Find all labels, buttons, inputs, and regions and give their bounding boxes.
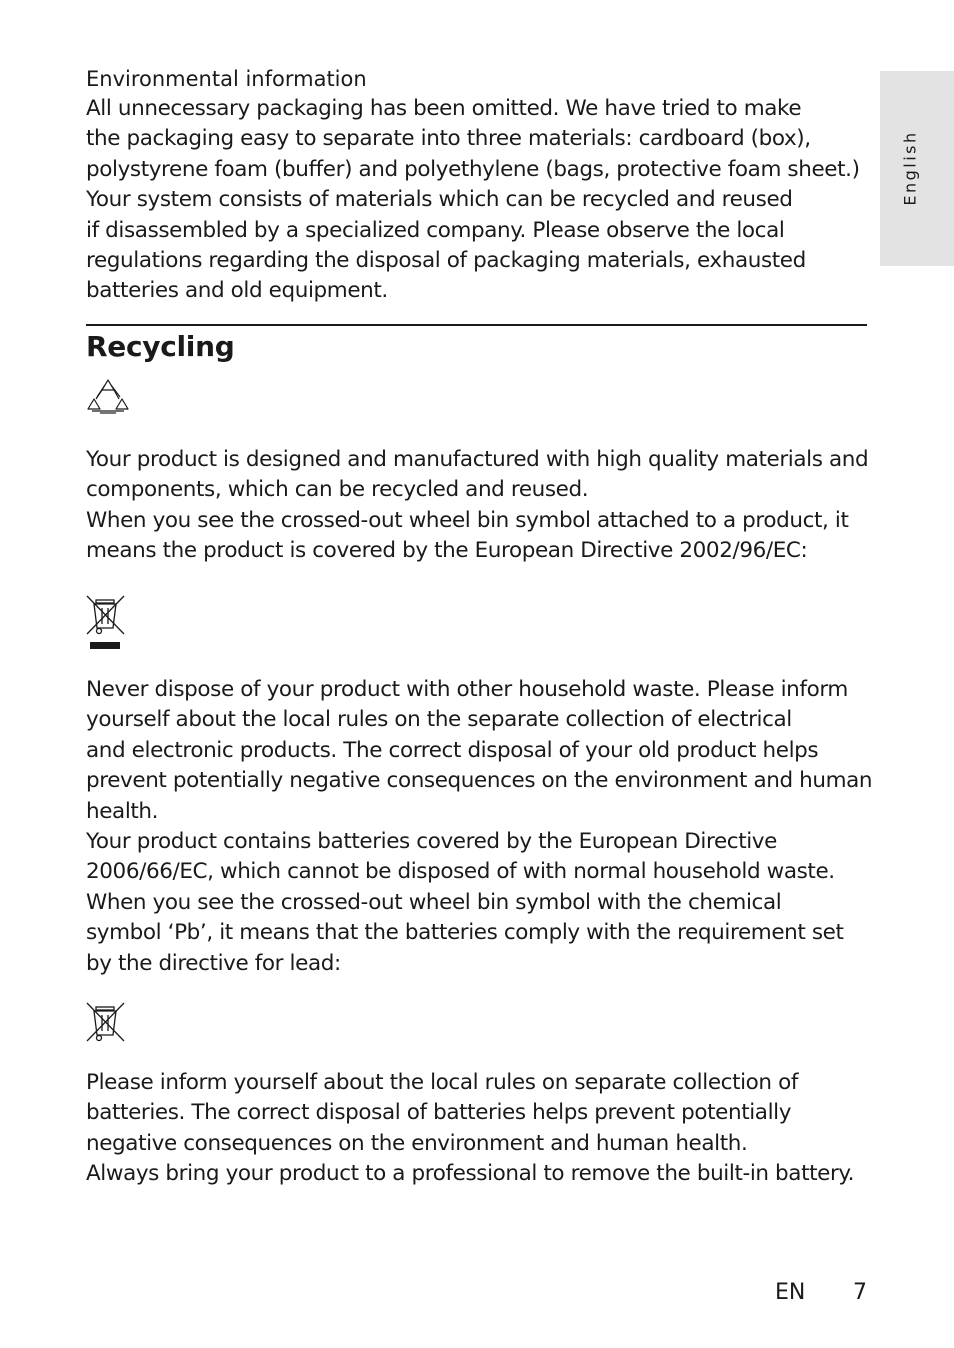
environment-body: All unnecessary packaging has been omitted. We have tried to make the packaging easy to separate into three materials: cardboard (box), polystyrene foam (buffer) and polyethylene (bags, protective foam sheet.) Your system consists of materials which can be recycled and reused if disassembled by a specialized company. Please observe the local regulations regarding the disposal of packaging materials, exhausted batteries and old equipment. (86, 96, 860, 304)
recycling-paragraph-1-text: Your product is designed and manufactured with high quality materials and components, which can be recycled and reused. When you see the crossed-out wheel bin symbol attached to a product, it means the product is covered by the European Directive 2002/96/EC: (86, 447, 869, 564)
section-divider (86, 324, 867, 326)
language-tab-label: English (900, 130, 920, 206)
recycling-paragraph-2-text: Never dispose of your product with other household waste. Please inform yourself about the local rules on the separate collection of electrical and electronic products. The correct disposal of your old product helps prevent potentially negative consequences on the environment and human health. Your product contains batteries covered by the European Directive 2006/66/EC, which cannot be disposed of with normal household waste. When you see the crossed-out wheel bin symbol with the chemical symbol ‘Pb’, it means that the batteries comply with the requirement set by the directive for lead: (86, 677, 873, 976)
recycling-title: Recycling (86, 330, 235, 363)
recycling-paragraph-3 (86, 1068, 876, 1190)
page-number: 7 (853, 1280, 867, 1305)
recycle-icon (86, 377, 130, 421)
recycling-paragraph-3-text: Please inform yourself about the local rules on separate collection of batteries. The correct disposal of batteries helps prevent potentially negative consequences on the environment and human health. Always bring your product to a professional to remove the built-in battery. (86, 1070, 855, 1187)
recycling-paragraph-2 (86, 675, 876, 979)
environment-section (86, 64, 876, 307)
environment-title: Environmental information (86, 67, 367, 91)
crossed-out-wheel-bin-icon (84, 594, 128, 652)
recycling-paragraph-1 (86, 445, 876, 567)
crossed-out-wheel-bin-icon-battery (84, 1001, 128, 1045)
footer-language: EN (775, 1280, 806, 1305)
